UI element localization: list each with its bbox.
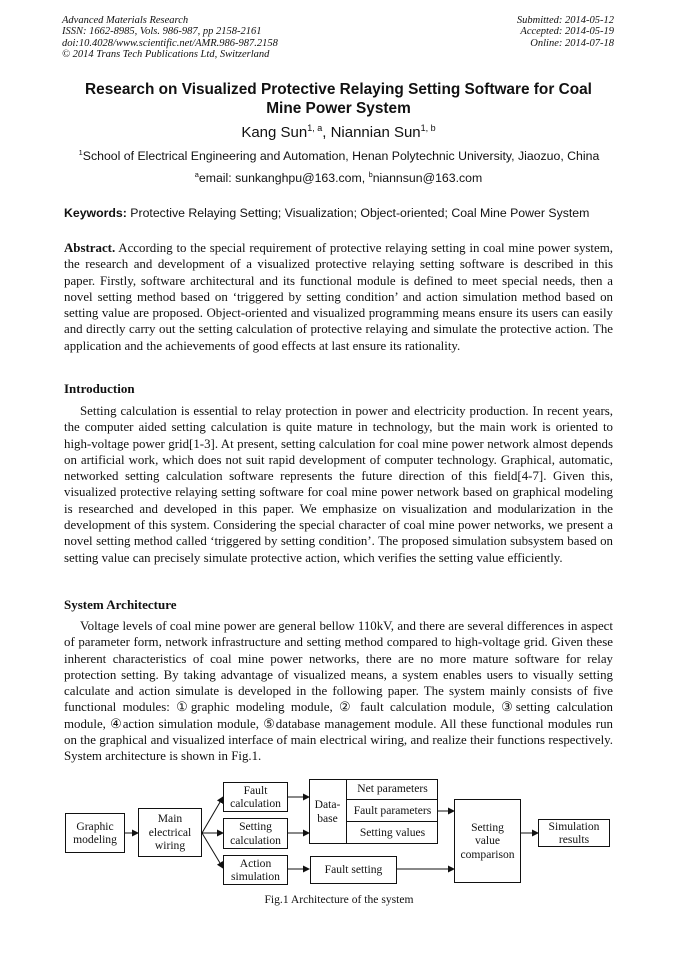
fault-parameters-cell: Fault parameters [347, 800, 438, 822]
author-affil-mark: 1, a [307, 123, 323, 133]
introduction-text: Setting calculation is essential to relay protection in power and electricity production. In recent years, the computer aided setting calculation is quite mature in technology, but the main work is oriented to high-voltage power grid[1-3]. At present, setting calculation for coal mine power network almost depends on artificial work, which does not suit rapid development of computer technology. Graphical, automatic, networked setting calculation software represents the future direction of this field[4-7]. Given this, visualized protective relaying setting software for coal mine power network based on graphical modeling is researched and developed in this paper. We emphasize on visualization and modularization in the development of this system. Considering the special character of coal mine power networks, we present a novel setting method called ‘triggered by setting condition’. The proposed simulation subsystem based on setting value can precisely simulate protective action, which verifies the setting value efficiently. [64, 404, 613, 565]
author-list [62, 124, 615, 142]
action-simulation-box: Action simulation [223, 855, 288, 885]
keywords-label: Keywords: [64, 206, 127, 220]
abstract-text: According to the special requirement of protective relaying setting in coal mine power system, the research and development of a visualized protective relaying setting software is described in this paper. Firstly, software architectural and its functional module is defined to meet special needs, then a novel setting method based on ‘triggered by setting condition’ and action simulation method based on setting value are proposed. Object-oriented and visualized programming means ensure its users can easily and directly carry out the setting calculation of protective relaying and simulate the protective action. The application and the achievements of good effects at last ensure its rationality. [64, 241, 613, 353]
journal-name: Advanced Materials Research [62, 15, 189, 26]
architecture-text: Voltage levels of coal mine power are general bellow 110kV, and there are several differences in aspect of parameter form, network infrastructure and setting method compared to high-voltage grid. Given these inherent characteristics of coal mine power networks, there are no more mature software for relay protection setting. By taking advantage of visualized means, a system enables users to visually setting calculate and action simulate is developed in the following paper. The system mainly consists of five functional modules: ①graphic modeling module, ② fault calculation module, ③setting calculation module, ④action simulation module, ⑤database management module. All these functional modules run on the graphical and visualized interface of main electrical wiring, and realize their functions respectively. System architecture is shown in Fig.1. [64, 619, 613, 764]
simulation-results-box: Simulation results [538, 819, 610, 847]
setting-values-cell: Setting values [359, 826, 426, 840]
online-date: Online: 2014-07-18 [530, 37, 614, 49]
abstract [64, 240, 613, 354]
author-name: Niannian Sun [330, 124, 421, 141]
main-wiring-box: Main electrical wiring [138, 808, 202, 857]
arrow-wiring-to-action [202, 833, 223, 868]
keywords [64, 205, 617, 221]
section-heading-introduction: Introduction [64, 381, 135, 396]
arrow-wiring-to-fault [202, 797, 223, 833]
net-parameters-cell: Net parameters [347, 779, 438, 800]
accepted-date: Accepted: 2014-05-19 [520, 26, 614, 38]
title-line-2: Mine Power System [266, 100, 411, 117]
submitted-date: Submitted: 2014-05-12 [516, 15, 614, 26]
setting-calculation-box: Setting calculation [223, 818, 288, 849]
graphic-modeling-box: Graphic modeling [65, 813, 125, 853]
author-affil-mark: 1, b [420, 123, 436, 133]
affiliation-text: School of Electrical Engineering and Automation, Henan Polytechnic University, Jiaozuo, China [82, 149, 600, 163]
email-mark: a [194, 169, 199, 179]
author-name: Kang Sun [241, 124, 308, 141]
keywords-text: Protective Relaying Setting; Visualization; Object-oriented; Coal Mine Power System [126, 206, 590, 220]
issn-line: ISSN: 1662-8985, Vols. 986-987, pp 2158-2161 [62, 26, 262, 38]
fault-calculation-box: Fault calculation [223, 782, 288, 812]
section-heading-system-architecture: System Architecture [64, 597, 177, 612]
figure-caption: Fig.1 Architecture of the system [264, 893, 414, 906]
journal-header-right [517, 15, 614, 49]
author-emails [62, 170, 615, 186]
email-mark: b [368, 169, 373, 179]
fault-setting-box: Fault setting [310, 856, 397, 884]
database-label: Data-base [309, 779, 347, 844]
abstract-label: Abstract. [64, 241, 116, 255]
copyright-line: © 2014 Trans Tech Publications Ltd, Switzerland [62, 49, 270, 61]
affil-mark: 1 [78, 147, 83, 157]
email-b[interactable]: niannsun@163.com [372, 171, 483, 185]
title-line-1: Research on Visualized Protective Relaying Setting Software for Coal [85, 81, 592, 98]
paper-title [62, 80, 615, 118]
affiliation [40, 148, 638, 164]
email-a[interactable]: email: sunkanghpu@163.com, [198, 171, 369, 185]
journal-header-left [62, 15, 278, 61]
doi-line[interactable]: doi:10.4028/www.scientific.net/AMR.986-987.2158 [62, 37, 278, 49]
setting-value-comparison-box: Setting value comparison [454, 799, 521, 883]
author-separator: , [322, 124, 331, 141]
